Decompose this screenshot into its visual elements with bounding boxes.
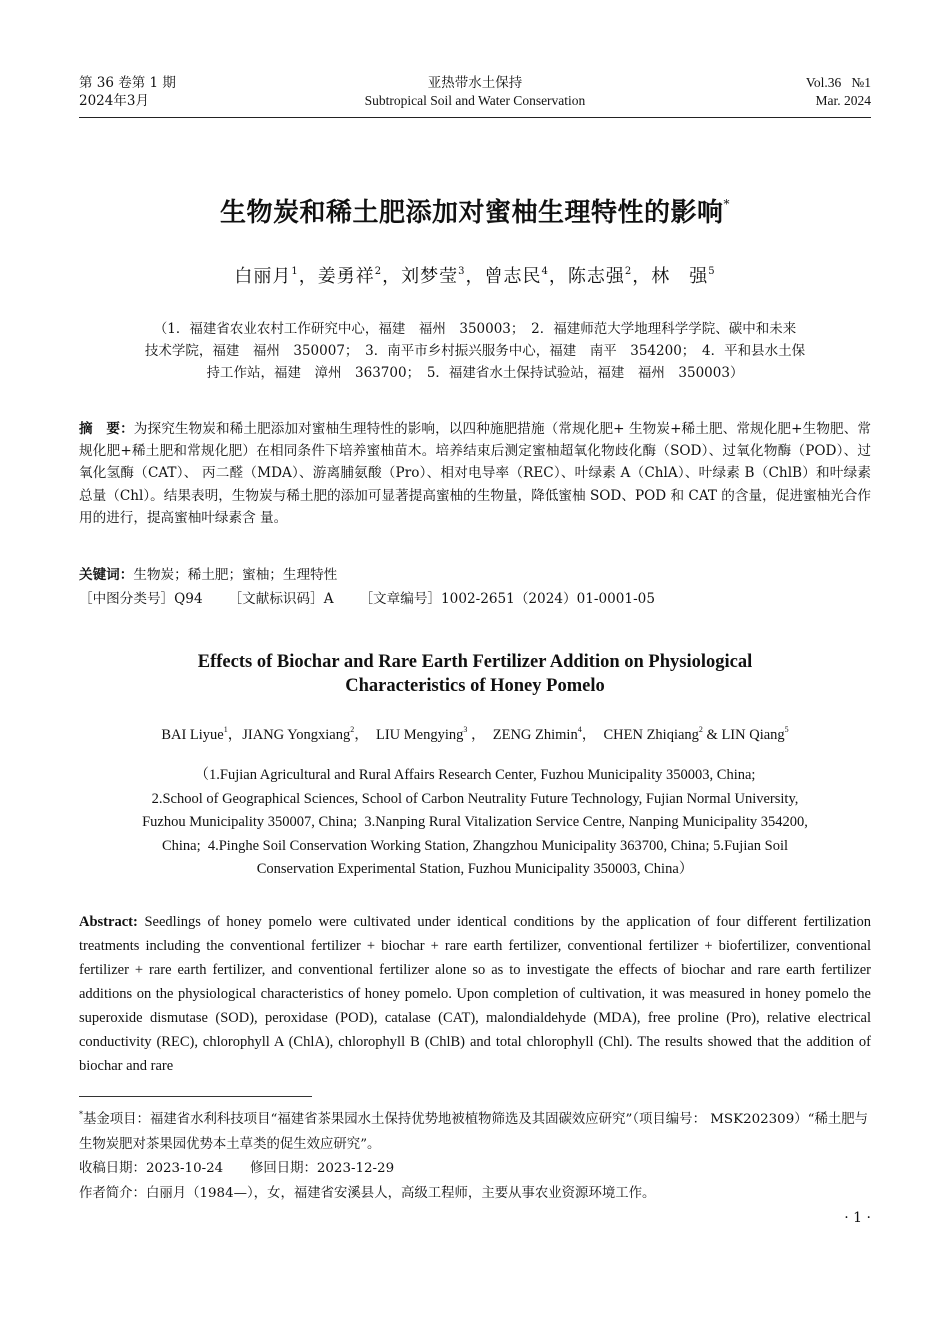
document-code: ［文献标识码］A [228,591,334,607]
author-name: CHEN Zhiqiang [603,727,699,743]
affiliation-line: （1．福建省农业农村工作研究中心，福建 福州 350003； 2．福建师范大学地理科学学院、碳中和未来 [153,321,797,337]
funding-note [79,1103,871,1157]
author-name: BAI Liyue [161,727,224,743]
volume-number-en: Vol.36 №1 [805,75,871,90]
running-header [79,74,871,114]
affiliations-en [79,764,871,882]
author-name: ZENG Zhimin [492,727,578,743]
journal-name-en: Subtropical Soil and Water Conservation [364,93,586,108]
author-affiliation-mark: 1 [223,725,228,734]
author-name: JIANG Yongxiang [242,727,351,743]
author-name: LIN Qiang [721,727,785,743]
author-separator: ， [548,266,568,287]
author-separator: ， [382,266,402,287]
date-note: 收稿日期：2023-10-24 修回日期：2023-12-29 [79,1161,395,1176]
author-affiliation-mark: 4 [541,266,549,277]
author-name: 陈志强 [567,266,625,287]
affiliation-line: Fuzhou Municipality 350007, China; 3.Nanping Rural Vitalization Service Centre, Nanping Municipality 354200, [142,814,808,830]
header-rule [79,117,871,118]
journal-name [79,74,871,110]
author-separator: ， [354,727,376,743]
affiliation-line: 技术学院，福建 福州 350007； 3．南平市乡村振兴服务中心，福建 南平 354200； 4．平和县水土保 [144,343,806,359]
affiliation-line: China; 4.Pinghe Soil Conservation Working Station, Zhangzhou Municipality 363700, China; 5.Fujian Soil [161,837,789,854]
clc-number: ［中图分类号］Q94 [79,591,203,607]
author-separator: ， [298,266,318,287]
keywords-text-cn: 生物炭；稀土肥；蜜柚；生理特性 [133,567,338,583]
keywords-cn [79,564,871,586]
author-affiliation-mark: 2 [698,725,703,734]
title-footnote-mark: * [723,197,730,211]
article-number: ［文章编号］1002-2651（2024）01-0001-05 [359,591,655,607]
title-text: 生物炭和稀土肥添加对蜜柚生理特性的影响 [219,198,724,228]
affiliation-line: Conservation Experimental Station, Fuzhou Municipality 350003, China） [256,861,694,877]
author-affiliation-mark: 5 [784,725,789,734]
author-affiliation-mark: 2 [350,725,355,734]
title-en-line-1: Effects of Biochar and Rare Earth Fertilizer Addition on Physiological [197,652,753,672]
author-separator: ， [581,727,604,743]
author-separator: ， [227,727,243,743]
paper-title-cn [79,186,871,231]
author-list-en [79,720,871,745]
issue-date-en: Mar. 2024 [815,93,871,108]
author-bio-note: 作者简介：白丽月（1984—），女，福建省安溪县人，高级工程师，主要从事农业资源环境工作。 [79,1185,656,1201]
page-number: · 1 · [844,1210,871,1226]
abstract-label-cn: 摘 要： [79,421,134,437]
author-name: LIU Mengying [375,727,464,743]
author-name: 林 强 [651,266,709,287]
affiliation-line: （1.Fujian Agricultural and Rural Affairs Research Center, Fuzhou Municipality 350003, China; [194,767,756,783]
author-affiliation-mark: 4 [577,725,582,734]
author-separator: ， [632,266,652,287]
volume-issue: 第 36 卷第 1 期 [79,75,176,91]
author-affiliation-mark: 5 [708,266,716,277]
affiliation-line: 持工作站，福建 漳州 363700； 5．福建省水土保持试验站，福建 福州 350003） [206,365,744,381]
title-en-line-2: Characteristics of Honey Pomelo [345,676,605,696]
funding-text: 基金项目：福建省水利科技项目“福建省茶果园水土保持优势地被植物筛选及其固碳效应研究”（项目编号： MSK202309）“稀土肥与生物炭肥对茶果园优势本土草类的促生效应研究”。 [79,1112,869,1152]
author-name: 曾志民 [484,266,542,287]
author-separator: & [702,727,722,743]
author-affiliation-mark: 2 [374,266,383,277]
abstract-cn [79,418,871,529]
author-separator: ， [465,266,485,287]
author-name: 刘梦莹 [401,266,459,287]
author-name: 姜勇祥 [317,266,375,287]
author-separator: ， [467,727,493,743]
abstract-en [79,910,871,1078]
paper-title-en [79,650,871,698]
journal-volume-en [806,74,871,110]
author-affiliation-mark: 3 [458,266,466,277]
journal-name-cn: 亚热带水土保持 [427,75,523,91]
author-list-cn [79,259,871,290]
footnote-rule [79,1096,312,1097]
affiliations-cn [79,318,871,384]
funding-mark: * [79,1110,83,1119]
footnotes [79,1103,871,1206]
author-name: 白丽月 [234,266,292,287]
keywords-label-cn: 关键词： [79,567,134,583]
abstract-label-en: Abstract: [79,914,138,930]
issue-date: 2024年3月 [79,93,149,109]
affiliation-line: 2.School of Geographical Sciences, School of Carbon Neutrality Future Technology, Fujian Normal University, [151,790,799,807]
abstract-text-en: Seedlings of honey pomelo were cultivated under identical conditions by the application of four different fertilization treatments including the conventional fertilizer + biochar + rare earth fertilizer, conventional fertilizer + biofertilizer, conventional fertilizer + rare earth fertilizer, and conventional fertilizer alone so as to investigate the effects of biochar and rare earth fertilizer additions on the physiological characteristics of honey pomelo. Upon completion of cultivation, it was measured in honey pomelo the superoxide dismutase (SOD), peroxidase (POD), catalase (CAT), malondialdehyde (MDA), free proline (Pro), relative electrical conductivity (REC), chlorophyll A (ChlA), chlorophyll B (ChlB) and total chlorophyll (Chl). The results showed that the addition of biochar and rare [79,914,871,1074]
author-affiliation-mark: 2 [624,266,633,277]
classification-line [79,588,871,610]
author-affiliation-mark: 1 [291,266,299,277]
abstract-text-cn: 为探究生物炭和稀土肥添加对蜜柚生理特性的影响，以四种施肥措施（常规化肥+ 生物炭+稀土肥、常规化肥+生物肥、常规化肥+稀土肥和常规化肥）在相同条件下培养蜜柚苗木。培养结束后测定蜜柚超氧化物歧化酶（SOD）、过氧化物酶（POD）、过氧化氢酶（CAT）、 丙二醛（MDA）、游离脯氨酸（Pro）、相对电导率（REC）、叶绿素 A（ChlA）、叶绿素 B（ChlB）和叶绿素总量（Chl）。结果表明，生物炭与稀土肥的添加可显著提高蜜柚的生物量，降低蜜柚 SOD、POD 和 CAT 的含量，促进蜜柚光合作用的进行，提高蜜柚叶绿素含 量。 [79,421,871,526]
author-affiliation-mark: 3 [463,725,468,734]
